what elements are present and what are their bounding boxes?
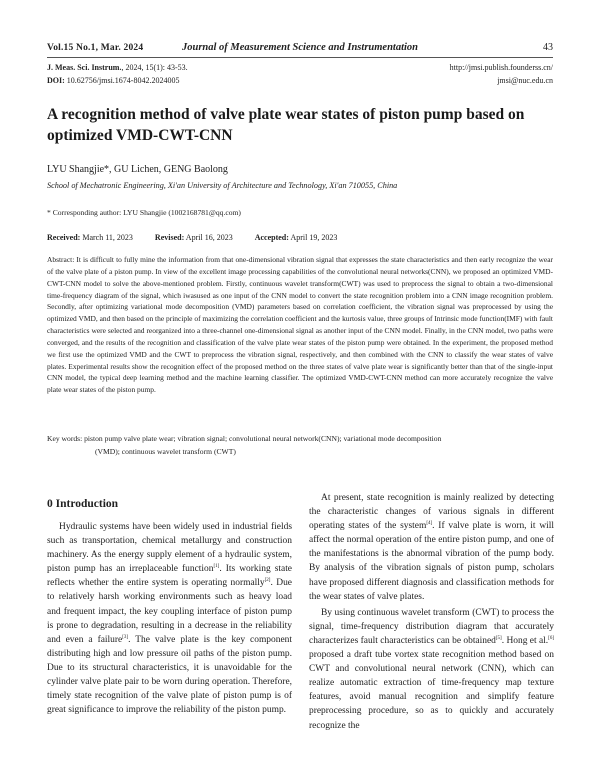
text-run: By using continuous wavelet transform (CWT) to process the signal, time-frequency distribution diagram that accurately characterizes fault characteristics can be obtained (309, 607, 554, 646)
paragraph (309, 491, 554, 604)
journal-url[interactable]: http://jmsi.publish.founderss.cn/ (449, 63, 553, 72)
doi-label: DOI: (47, 76, 65, 85)
citation-label: J. Meas. Sci. Instrum. (47, 63, 122, 72)
journal-email[interactable]: jmsi@nuc.edu.cn (497, 76, 553, 85)
text-run: At present, state recognition is mainly realized by detecting the characteristic changes of various signals in different operating states of the system (309, 493, 554, 532)
dates-line (47, 233, 337, 242)
keywords (47, 432, 553, 458)
keywords-line-2: (VMD); continuous wavelet transform (CWT) (95, 447, 236, 456)
page-number: 43 (543, 42, 553, 53)
left-column (47, 520, 292, 717)
authors: LYU Shangjie*, GU Lichen, GENG Baolong (47, 164, 228, 175)
running-header-volume: Vol.15 No.1, Mar. 2024 (47, 43, 144, 53)
paragraph (309, 606, 554, 733)
text-run: . Due to relatively harsh working environments such as heavy load and frequent impact, the key coupling interface of piston pump is prone to degradation, resulting in a decrease in the reliability and even a failure (47, 578, 292, 645)
paper-title: A recognition method of valve plate wear states of piston pump based on optimized VMD-CWT-CNN (47, 106, 525, 144)
text-run: . The valve plate is the key component distributing high and low pressure oil paths of the piston pump. Due to its structural characteristics, it is unavoidable for the cylinder valve plate pair to be worn during operation. Therefore, timely state recognition of the valve plate of piston pump is of great significance to improve the reliability of the piston pump. (47, 634, 292, 716)
revised-date: April 16, 2023 (184, 233, 233, 242)
accepted-label: Accepted: (254, 233, 289, 242)
citation-ref[interactable]: [4] (426, 521, 433, 527)
header-rule (47, 57, 553, 58)
right-column (309, 491, 554, 733)
citation-ref[interactable]: [5] (495, 635, 502, 641)
revised-label: Revised: (154, 233, 185, 242)
section-heading: 0 Introduction (47, 498, 119, 510)
keywords-line-1: Key words: piston pump valve plate wear; vibration signal; convolutional neural network(CNN); variational mode decomposition (47, 434, 442, 443)
received-label: Received: (47, 233, 81, 242)
journal-contact (450, 61, 553, 87)
abstract: Abstract: It is difficult to fully mine the information from that one-dimensional vibration signal that expresses the state characteristics and then early recognize the wear of the valve plate of a piston pump. In view of the excellent image processing capabilities of the convolutional neural networks(CNN), we proposed an optimized VMD-CWT-CNN model to solve the above-mentioned problem. Firstly, continuous wavelet transform(CWT) was used to preprocess the signal to obtain a two-dimensional time-frequency diagram of the signal, which iwasused as one input of the CNN model to convert the state recognition problem into a CNN image recognition problem. Secondly, after optimizing variational mode decomposition (VMD) parameters based on correlation coefficient, the vibration signal was preprocessed by using the optimized VMD, and then based on the principle of maximizing the correlation coefficient and the kurtosis value, three groups of Intrinsic mode function(IMF) with fault characteristics were selected and reorganized into a three-channel one-dimensional signal as another input of the CNN model. Finally, in the CNN model, two paths were converged, and the results of the recognition and classification of the valve plate wear states of the piston pump were obtained. In the experiment, the proposed method we first use the optimized VMD and the CWT to preprocess the vibration signal, respectively, and then combined with the CNN to classify the wear states of valve plates. Experimental results show the recognition effect of the proposed method on the three states of valve plate wear is significantly better than that of the single-input CNN model, the typical deep learning method and the machine learning classifier. The optimized VMD-CWT-CNN method can more accurately recognize the valve plate wear states of the piston pump. (47, 255, 553, 395)
running-header-journal: Journal of Measurement Science and Instrumentation (182, 42, 418, 53)
doi-link[interactable]: 10.62756/jmsi.1674-8042.2024005 (64, 76, 180, 85)
corresponding-author: * Corresponding author: LYU Shangjie (1002168781@qq.com) (47, 208, 241, 217)
paragraph (47, 520, 292, 717)
text-run: . Hong et al. (501, 635, 549, 646)
affiliation: School of Mechatronic Engineering, Xi'an University of Architecture and Technology, Xi'an 710055, China (47, 181, 398, 190)
citation-ref[interactable]: [1] (213, 564, 220, 570)
citation-ref[interactable]: [3] (122, 634, 129, 640)
citation-ref[interactable]: [6] (548, 635, 554, 641)
citation-block (47, 61, 188, 87)
citation-ref[interactable]: [2] (264, 578, 271, 584)
citation-text: , 2024, 15(1): 43-53. (121, 63, 188, 72)
text-run: proposed a draft tube vortex state recognition method based on CWT and convolutional neural network (CNN), which can realize automatic extraction of time-frequency map texture features, avoid manual recognition and simplify feature preprocessing procedure, so as to quickly and accurately recognize the (309, 650, 554, 731)
text-run: . Its working state reflects whether the entire system is operating normally (47, 564, 292, 589)
received-date: March 11, 2023 (80, 233, 133, 242)
text-run: Hydraulic systems have been widely used in industrial fields such as transportation, chemical metallurgy and construction machinery. As the energy supply element of a hydraulic system, piston pump has an irreplaceable function (47, 522, 292, 575)
text-run: . If valve plate is worn, it will affect the normal operation of the entire piston pump, and one of the manifestations is the abnormal vibration of the pump body. By analysis of the vibration signals of piston pump, scholars have proposed different diagnosis and classification methods for the wear states of valve plates. (309, 521, 554, 602)
accepted-date: April 19, 2023 (288, 233, 338, 242)
